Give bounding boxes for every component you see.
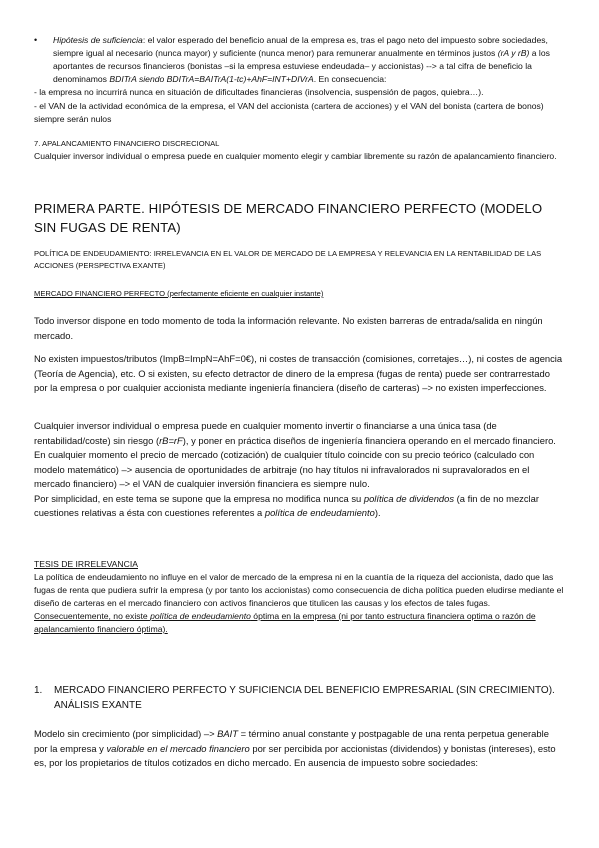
bullet-text-c: . En consecuencia: [313,74,387,84]
final-text-c: por ser percibida por accionistas (dividendos) y bonistas (intereses), esto es, por los propietarios de títulos cotizados en dicho mercado. En ausencia de impuesto sobre sociedades: [34,742,556,768]
section-1-number: 1. [34,685,43,696]
bullet-text-b: a los aportantes de recursos financieros (bonistas –si la empresa estuviese endeudada– y accionistas) --> a tal cifra de beneficio la denominamos [53,48,550,84]
final-text-a: Modelo sin crecimiento (por simplicidad) –> [34,728,218,739]
market-title: MERCADO FINANCIERO PERFECTO (perfectamente eficiente en cualquier instante) [34,289,324,298]
thesis-body: La política de endeudamiento no influye en el valor de mercado de la empresa ni en la cuantía de la riqueza del accionista, dado que las fugas de renta que pudiera sufrir la empresa (y por tanto los accionistas) como consecuencia de dicha política pueden eludirse mediante el diseño de carteras en el mercado financiero con activos financieros que titulicen las causas y los efectos de tales fugas. [34,572,564,608]
hypothesis-label: Hipótesis de suficiencia [53,35,143,45]
debt-policy-term: política de endeudamiento [264,507,375,518]
bdit-formula: BDITrA siendo BDITrA=BAITrA(1-tc)+AhF=INT+DIVrA [109,74,314,84]
section-7-title: 7. APALANCAMIENTO FINANCIERO DISCRECIONAL [34,139,220,148]
risk-free-text-a: Cualquier inversor individual o empresa puede en cualquier momento invertir o financiarse a una única tasa (de rentabilidad/coste) sin riesgo ( [34,420,497,446]
thesis-text [34,571,564,636]
bullet-text-a: : el valor esperado del beneficio anual de la empresa es, tras el pago neto del impuesto sobre sociedades, siempre igual al necesario (nunca mayor) y suficiente (nunca menor) para remunerar anualmente en términos justos [53,35,548,58]
arbitrage-text: En cualquier momento el precio de mercado (cotización) de cualquier título coincide con su precio teórico (calculado con modelo matemático) –> ausencia de oportunidades de arbitraje (no hay títulos ni infravalorados ni supravalorados en el mercado financiero) –> el VAN de cualquier inversión financiera es siempre nulo. [34,449,535,489]
final-text-b: = término anual constante y postpagable de una renta perpetua generable por la empresa y [34,728,549,754]
dividend-policy-term: política de dividendos [363,492,455,504]
bait-term: BAIT [217,728,238,739]
risk-free-text-b: ), y poner en práctica diseños de ingeniería financiera operando en el mercado financiero. [182,434,556,446]
section-7-text: Cualquier inversor individual o empresa puede en cualquier momento elegir y cambiar libremente su razón de apalancamiento financiero. [34,151,557,161]
thesis-conclusion-b: óptima en la empresa (ni por tanto estructura financiera optima o razón de apalancamiento financiero óptima). [34,611,536,634]
risk-free-rate: rB=rF [159,434,183,446]
simplicity-text-c: ). [374,507,381,518]
bullet-text [53,34,564,86]
thesis-conclusion [34,611,536,634]
consequence-line-2: - el VAN de la actividad económica de la empresa, el VAN del accionista (cartera de acciones) y el VAN del bonista (cartera de bonos) siempre serán nulos [34,101,544,124]
valuable-term: valorable en el mercado financiero [106,742,250,754]
paragraph-no-taxes: No existen impuestos/tributos (ImpB=ImpN=AhF=0€), ni costes de transacción (comisiones, corretajes…), ni costes de agencia (Teoría de Agencia), etc. O si existen, su efecto detractor de dinero de la empresa (fugas de renta) puede ser contrarrestado por la empresa o por cualquier accionista mediante ingeniería financiera (diseño de carteras) –> no existen imperfecciones. [34,353,563,393]
part-title: PRIMERA PARTE. HIPÓTESIS DE MERCADO FINANCIERO PERFECTO (MODELO SIN FUGAS DE RENTA) [34,201,543,235]
thesis-policy-term: política de endeudamiento [150,611,251,621]
bullet-item-sufficiency [34,34,564,86]
section-1-title: MERCADO FINANCIERO PERFECTO Y SUFICIENCIA DEL BENEFICIO EMPRESARIAL (SIN CRECIMIENTO). ANÁLISIS EXANTE [54,685,555,711]
paragraph-information: Todo inversor dispone en todo momento de toda la información relevante. No existen barreras de entrada/salida en ningún mercado. [34,315,543,341]
section-1-heading [34,683,564,713]
bullet-marker: • [34,35,38,45]
simplicity-text-b: (a fin de no mezclar cuestiones relativas a ésta con cuestiones referentes a [34,492,539,518]
thesis-conclusion-a: Consecuentemente, no existe [34,611,151,621]
consequence-line-1: - la empresa no incurrirá nunca en situación de dificultades financieras (insolvencia, suspensión de pagos, quiebra…). [34,87,484,97]
policy-title: POLÍTICA DE ENDEUDAMIENTO: IRRELEVANCIA EN EL VALOR DE MERCADO DE LA EMPRESA Y RELEVANCIA EN LA RENTABILIDAD DE LAS ACCIONES (PERSPECTIVA EXANTE) [34,249,542,270]
rates-notation: (rA y rB) [497,48,530,58]
simplicity-text-a: Por simplicidad, en este tema se supone que la empresa no modifica nunca su [34,492,364,504]
paragraph-risk-free [34,419,564,521]
final-paragraph [34,727,564,771]
thesis-title: TESIS DE IRRELEVANCIA [34,559,138,569]
